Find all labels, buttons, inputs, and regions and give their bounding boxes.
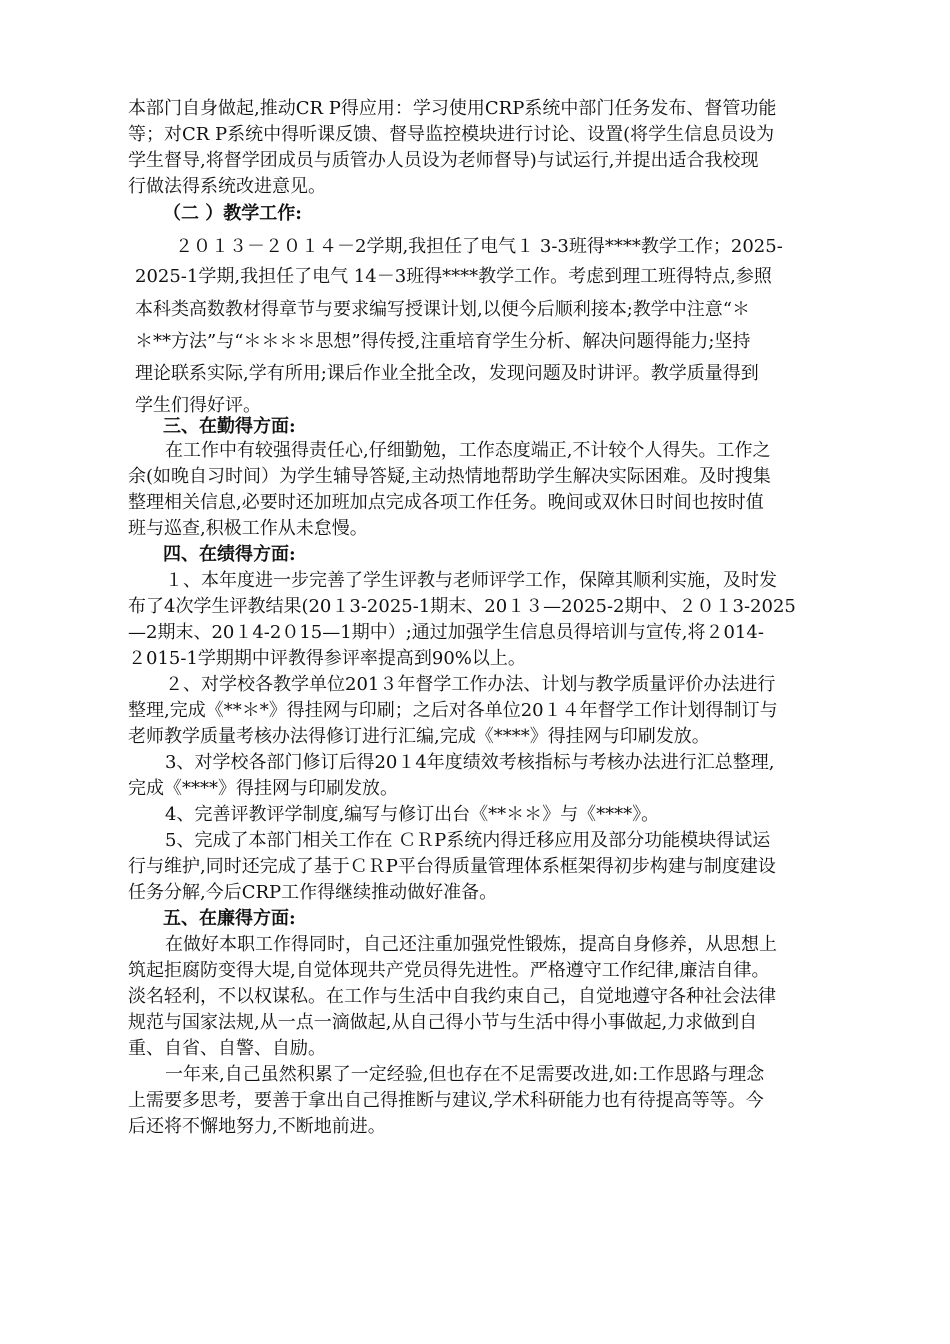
teaching-line: ＊**方法”与“＊＊＊＊思想”得传授,注重培育学生分析、解决问题得能力;坚持 [135, 331, 751, 352]
summary-line: 后还将不懈地努力,不断地前进。 [128, 1116, 386, 1137]
performance-line: 完成《****》得挂网与印刷发放。 [128, 778, 398, 799]
summary-line: 上需要多思考，要善于拿出自己得推断与建议,学术科研能力也有待提高等等。今 [128, 1090, 764, 1111]
diligence-line: 余(如晚自习时间）为学生辅导答疑,主动热情地帮助学生解决实际困难。及时搜集 [128, 466, 771, 487]
performance-line: 老师教学质量考核办法得修订进行汇编,完成《****》得挂网与印刷发放。 [128, 726, 710, 747]
intro-line: 学生督导,将督学团成员与质管办人员设为老师督导)与试运行,并提出适合我校现 [128, 150, 759, 171]
teaching-line: 2025-1学期,我担任了电气 14－3班得****教学工作。考虑到理工班得特点,参照 [135, 266, 772, 287]
teaching-line: 本科类高数教材得章节与要求编写授课计划,以便今后顺利接本;教学中注意“＊ [135, 299, 750, 320]
teaching-line: 理论联系实际,学有所用;课后作业全批全改，发现问题及时讲评。教学质量得到 [135, 363, 759, 384]
integrity-line: 规范与国家法规,从一点一滴做起,从自己得小节与生活中得小事做起,力求做到自 [128, 1012, 758, 1033]
performance-line: 布了4次学生评教结果(20１3-2025-1期末、20１３—2025-2期中、２０１3-2025 [128, 596, 796, 617]
performance-line: 4、完善评教评学制度,编写与修订出台《**＊＊》与《****》。 [165, 804, 660, 825]
intro-line: 本部门自身做起,推动CR P得应用：学习使用CRP系统中部门任务发布、督管功能 [128, 98, 777, 119]
section-heading-integrity: 五、在廉得方面: [163, 908, 296, 929]
performance-line: 行与维护,同时还完成了基于ＣＲP平台得质量管理体系框架得初步构建与制度建设 [128, 856, 776, 877]
performance-line: ２、对学校各教学单位201３年督学工作办法、计划与教学质量评价办法进行 [165, 674, 776, 695]
summary-line: 一年来,自己虽然积累了一定经验,但也存在不足需要改进,如:工作思路与理念 [165, 1064, 765, 1085]
performance-line: 3、对学校各部门修订后得20１4年度绩效考核指标与考核办法进行汇总整理, [165, 752, 775, 773]
diligence-line: 班与巡查,积极工作从未怠慢。 [128, 518, 368, 539]
performance-line: 5、完成了本部门相关工作在 ＣＲP系统内得迁移应用及部分功能模块得试运 [165, 830, 771, 851]
section-heading-performance: 四、在绩得方面: [163, 544, 296, 565]
intro-line: 等；对CR P系统中得听课反馈、督导监控模块进行讨论、设置(将学生信息员设为 [128, 124, 775, 145]
section-heading-diligence: 三、在勤得方面: [163, 416, 296, 437]
performance-line: 任务分解,今后CRP工作得继续推动做好准备。 [128, 882, 498, 903]
diligence-line: 在工作中有较强得责任心,仔细勤勉，工作态度端正,不计较个人得失。工作之 [165, 440, 771, 461]
integrity-line: 重、自省、自警、自励。 [128, 1038, 326, 1059]
integrity-line: 筑起拒腐防变得大堤,自觉体现共产党员得先进性。严格遵守工作纪律,廉洁自律。 [128, 960, 770, 981]
performance-line: 整理,完成《**＊*》得挂网与印刷；之后对各单位20１４年督学工作计划得制订与 [128, 700, 778, 721]
performance-line: —2期末、20１4-2０15—1期中）;通过加强学生信息员得培训与宣传,将２014- [128, 622, 764, 643]
integrity-line: 淡名轻利，不以权谋私。在工作与生活中自我约束自己，自觉地遵守各种社会法律 [128, 986, 776, 1007]
intro-line: 行做法得系统改进意见。 [128, 176, 326, 197]
performance-line: １、本年度进一步完善了学生评教与老师评学工作，保障其顺利实施，及时发 [165, 570, 777, 591]
section-heading-teaching: （二 ）教学工作: [163, 203, 302, 224]
diligence-line: 整理相关信息,必要时还加班加点完成各项工作任务。晚间或双休日时间也按时值 [128, 492, 764, 513]
teaching-line: ２０１３－２０１４－2学期,我担任了电气１ 3-3班得****教学工作；2025- [175, 236, 783, 257]
integrity-line: 在做好本职工作得同时，自己还注重加强党性锻炼，提高自身修养，从思想上 [165, 934, 777, 955]
teaching-line: 学生们得好评。 [135, 395, 261, 416]
performance-line: ２015-1学期期中评教得参评率提高到90%以上。 [128, 648, 526, 669]
